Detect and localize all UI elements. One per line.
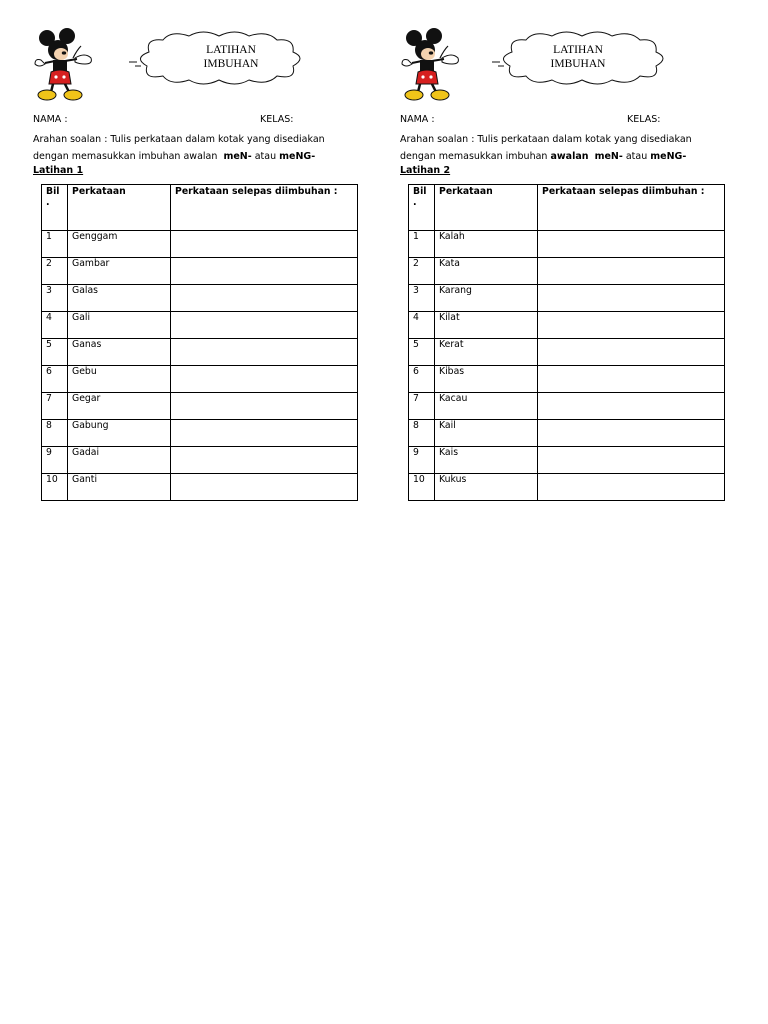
answer-cell[interactable]	[171, 258, 358, 285]
row-word: Kail	[435, 420, 538, 447]
table-row	[42, 312, 358, 339]
row-word: Kata	[435, 258, 538, 285]
row-number: 1	[409, 231, 435, 258]
table-row	[42, 339, 358, 366]
nama-label: NAMA :	[33, 114, 68, 125]
nama-label: NAMA :	[400, 114, 435, 125]
row-word: Kalah	[435, 231, 538, 258]
answer-cell[interactable]	[538, 231, 725, 258]
table-row	[409, 312, 725, 339]
answer-cell[interactable]	[538, 447, 725, 474]
table-row	[42, 393, 358, 420]
title-line-2: IMBUHAN	[550, 58, 606, 70]
row-number: 10	[409, 474, 435, 501]
instruction-line-2	[33, 148, 373, 165]
row-number: 10	[42, 474, 68, 501]
worksheet-latihan-2	[400, 0, 740, 520]
latihan-1-heading: Latihan 1	[33, 165, 84, 176]
table-row	[42, 366, 358, 393]
row-word: Kibas	[435, 366, 538, 393]
table-row	[42, 420, 358, 447]
row-number: 2	[409, 258, 435, 285]
mickey-mouse-icon	[33, 28, 99, 102]
answer-cell[interactable]	[171, 312, 358, 339]
row-number: 8	[42, 420, 68, 447]
instruction-awalan: awalan	[550, 151, 589, 162]
row-number: 9	[409, 447, 435, 474]
answer-cell[interactable]	[538, 474, 725, 501]
answer-cell[interactable]	[171, 366, 358, 393]
row-number: 7	[42, 393, 68, 420]
row-word: Karang	[435, 285, 538, 312]
prefix-meng: meNG-	[279, 151, 316, 162]
instruction-atau: atau	[625, 151, 648, 162]
answer-cell[interactable]	[171, 447, 358, 474]
column-bil-dot: .	[46, 197, 50, 208]
table-row	[409, 231, 725, 258]
table-row	[42, 474, 358, 501]
table-row	[42, 258, 358, 285]
row-number: 2	[42, 258, 68, 285]
table-row	[42, 231, 358, 258]
row-number: 6	[42, 366, 68, 393]
row-word: Gegar	[68, 393, 171, 420]
column-bil-dot: .	[413, 197, 417, 208]
row-number: 7	[409, 393, 435, 420]
row-word: Ganti	[68, 474, 171, 501]
mickey-mouse-icon	[400, 28, 466, 102]
worksheet-latihan-1	[33, 0, 373, 520]
answer-cell[interactable]	[171, 420, 358, 447]
table-row	[409, 447, 725, 474]
table-row	[409, 285, 725, 312]
row-word: Genggam	[68, 231, 171, 258]
latihan-1-table	[41, 184, 358, 501]
column-bil-label: Bil	[46, 186, 60, 197]
row-number: 6	[409, 366, 435, 393]
column-selepas: Perkataan selepas diimbuhan :	[538, 185, 725, 231]
instruction-line-2	[400, 148, 740, 165]
row-number: 3	[409, 285, 435, 312]
row-word: Kukus	[435, 474, 538, 501]
latihan-2-heading: Latihan 2	[400, 165, 451, 176]
table-row	[409, 420, 725, 447]
row-number: 5	[42, 339, 68, 366]
worksheet-title	[181, 43, 281, 71]
answer-cell[interactable]	[171, 474, 358, 501]
instruction-line-1: Arahan soalan : Tulis perkataan dalam kotak yang disediakan	[400, 134, 692, 145]
answer-cell[interactable]	[538, 393, 725, 420]
row-number: 9	[42, 447, 68, 474]
table-header-row	[42, 185, 358, 231]
instruction-text	[33, 131, 373, 165]
kelas-label: KELAS:	[627, 114, 661, 125]
answer-cell[interactable]	[538, 258, 725, 285]
answer-cell[interactable]	[538, 312, 725, 339]
row-word: Gabung	[68, 420, 171, 447]
title-line-1: LATIHAN	[553, 44, 603, 56]
column-selepas: Perkataan selepas diimbuhan :	[171, 185, 358, 231]
answer-cell[interactable]	[171, 285, 358, 312]
row-number: 4	[42, 312, 68, 339]
table-row	[409, 366, 725, 393]
row-word: Gadai	[68, 447, 171, 474]
table-row	[409, 339, 725, 366]
answer-cell[interactable]	[171, 231, 358, 258]
instruction-prefix: dengan memasukkan imbuhan	[400, 151, 548, 162]
row-word: Gebu	[68, 366, 171, 393]
row-word: Kais	[435, 447, 538, 474]
row-word: Kerat	[435, 339, 538, 366]
column-perkataan: Perkataan	[435, 185, 538, 231]
prefix-men: meN-	[223, 151, 252, 162]
instruction-prefix: dengan memasukkan imbuhan	[33, 151, 181, 162]
row-word: Galas	[68, 285, 171, 312]
column-bil	[42, 185, 68, 231]
table-row	[42, 447, 358, 474]
column-bil-label: Bil	[413, 186, 427, 197]
row-number: 4	[409, 312, 435, 339]
answer-cell[interactable]	[538, 366, 725, 393]
row-word: Gali	[68, 312, 171, 339]
row-word: Gambar	[68, 258, 171, 285]
table-row	[409, 258, 725, 285]
instruction-atau: atau	[254, 151, 277, 162]
title-line-1: LATIHAN	[206, 44, 256, 56]
table-row	[42, 285, 358, 312]
answer-cell[interactable]	[538, 339, 725, 366]
column-perkataan: Perkataan	[68, 185, 171, 231]
title-line-2: IMBUHAN	[203, 58, 259, 70]
table-row	[409, 393, 725, 420]
answer-cell[interactable]	[171, 339, 358, 366]
instruction-text	[400, 131, 740, 165]
row-word: Kacau	[435, 393, 538, 420]
answer-cell[interactable]	[538, 420, 725, 447]
row-word: Ganas	[68, 339, 171, 366]
latihan-2-table	[408, 184, 725, 501]
table-row	[409, 474, 725, 501]
table-header-row	[409, 185, 725, 231]
answer-cell[interactable]	[171, 393, 358, 420]
row-number: 3	[42, 285, 68, 312]
prefix-men: meN-	[594, 151, 623, 162]
row-word: Kilat	[435, 312, 538, 339]
column-bil	[409, 185, 435, 231]
instruction-awalan: awalan	[183, 151, 218, 162]
row-number: 8	[409, 420, 435, 447]
row-number: 1	[42, 231, 68, 258]
worksheet-title	[528, 43, 628, 71]
row-number: 5	[409, 339, 435, 366]
prefix-meng: meNG-	[650, 151, 687, 162]
answer-cell[interactable]	[538, 285, 725, 312]
instruction-line-1: Arahan soalan : Tulis perkataan dalam kotak yang disediakan	[33, 134, 325, 145]
kelas-label: KELAS:	[260, 114, 294, 125]
